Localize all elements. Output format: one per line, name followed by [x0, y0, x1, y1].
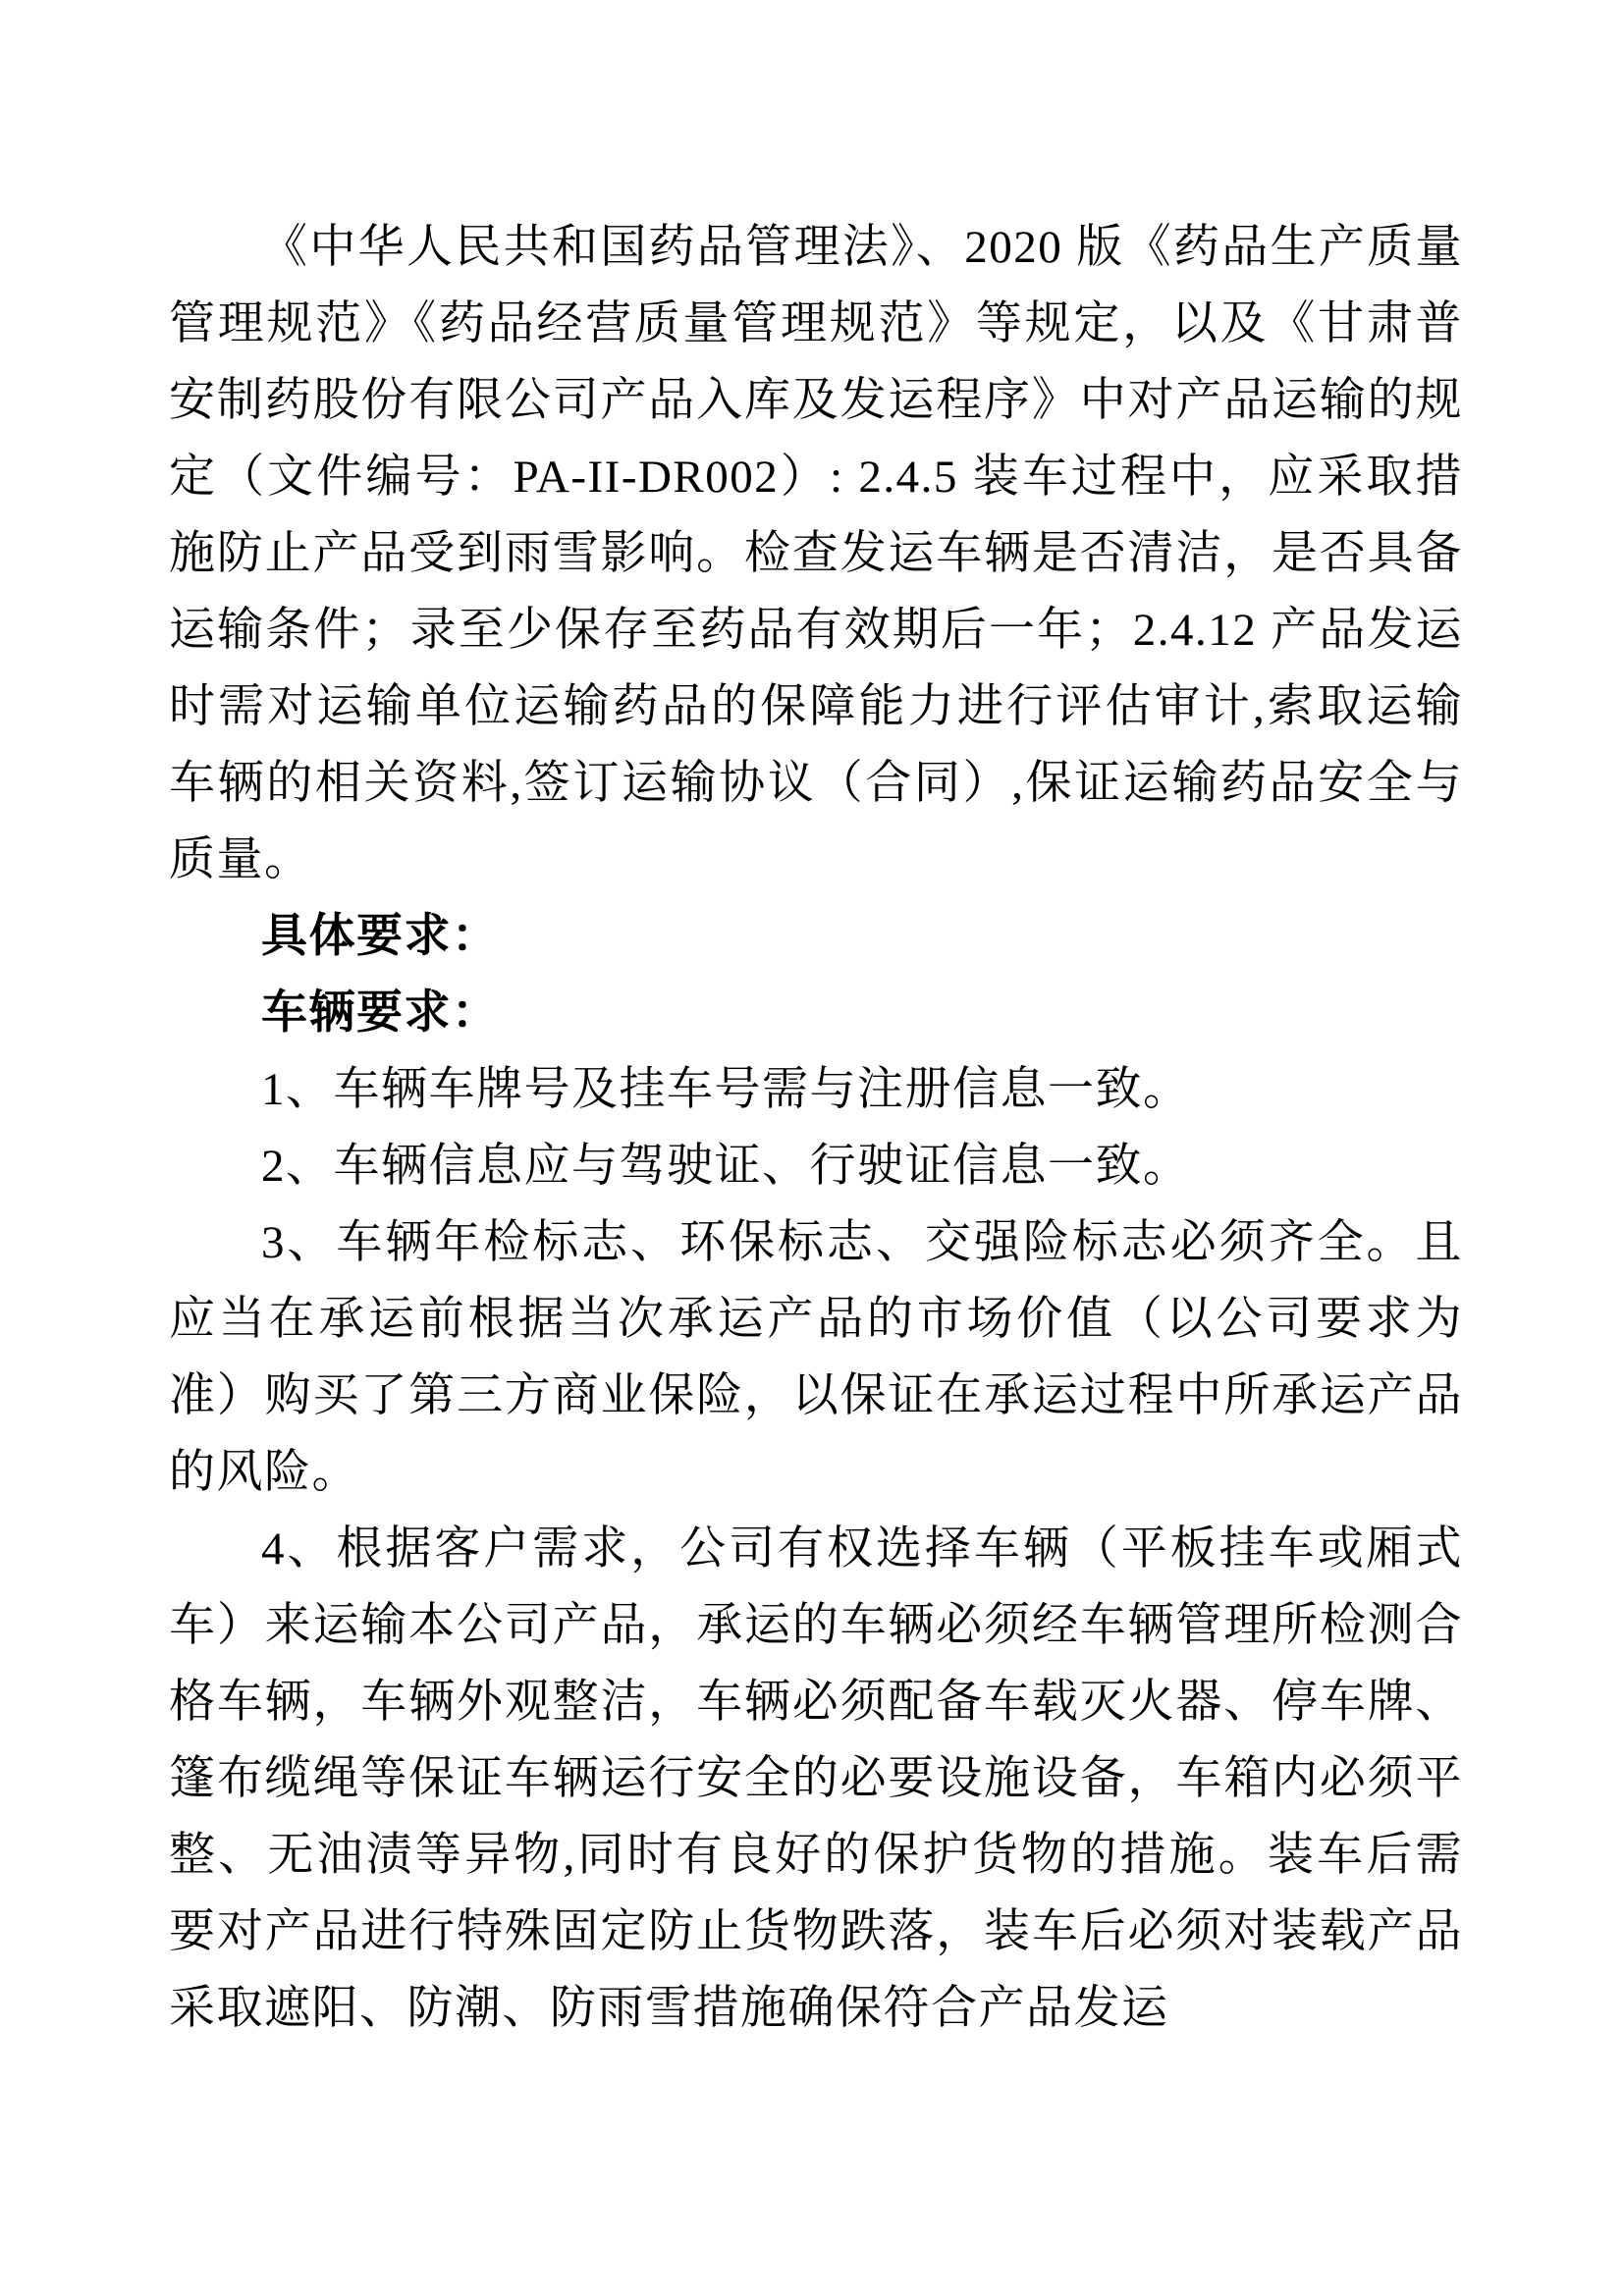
vehicle-requirement-item-1: 1、车辆车牌号及挂车号需与注册信息一致。 — [261, 1064, 1191, 1115]
vehicle-requirement-item-4: 4、根据客户需求，公司有权选择车辆（平板挂车或厢式车）来运输本公司产品，承运的车辆必须经车辆管理所检测合格车辆，车辆外观整洁，车辆必须配备车载灭火器、停车牌、篷布缆绳等保证车辆运行安全的必要设施设备，车箱内必须平整、无油渍等异物,同时有良好的保护货物的措施。装车后需要对产品进行特殊固定防止货物跌落，装车后必须对装载产品采取遮阳、防潮、防雨雪措施确保符合产品发运 — [169, 1523, 1463, 2034]
vehicle-requirement-item-2: 2、车辆信息应与驾驶证、行驶证信息一致。 — [261, 1141, 1191, 1192]
document-content — [169, 209, 1463, 2047]
vehicle-requirement-item-3: 3、车辆年检标志、环保标志、交强险标志必须齐全。且应当在承运前根据当次承运产品的市场价值（以公司要求为准）购买了第三方商业保险，以保证在承运过程中所承运产品的风险。 — [169, 1217, 1463, 1498]
intro-paragraph: 《中华人民共和国药品管理法》、2020 版《药品生产质量管理规范》《药品经营质量管理规范》等规定，以及《甘肃普安制药股份有限公司产品入库及发运程序》中对产品运输的规定（文件编号：PA-II-DR002）: 2.4.5 装车过程中，应采取措施防止产品受到雨雪影响。检查发运车辆是否清洁，是否具备运输条件；录至少保存至药品有效期后一年；2.4.12 产品发运时需对运输单位运输药品的保障能力进行评估审计,索取运输车辆的相关资料,签订运输协议（合同）,保证运输药品安全与质量。 — [169, 222, 1463, 885]
heading-specific-requirements: 具体要求： — [261, 911, 500, 962]
heading-vehicle-requirements: 车辆要求： — [261, 988, 500, 1039]
